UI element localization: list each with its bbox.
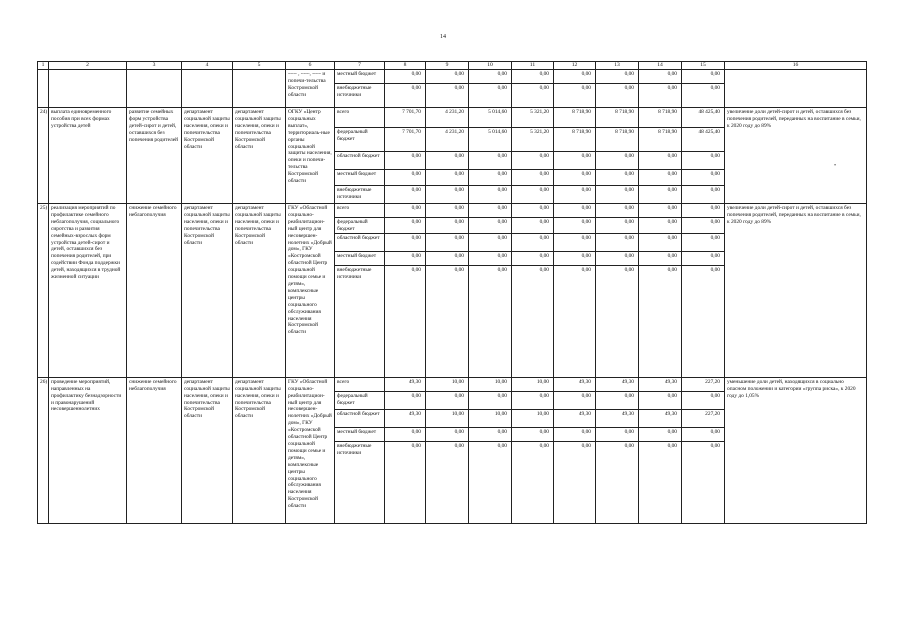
funding-source-cell: всего: [335, 204, 385, 218]
amount-cell: 0,00: [682, 70, 725, 84]
scan-mark: •: [834, 163, 837, 169]
amount-cell: 0,00: [554, 265, 596, 377]
empty-cell: [182, 70, 233, 108]
amount-cell: 0,00: [639, 441, 682, 523]
amount-cell: 0,00: [512, 204, 554, 218]
amount-cell: 227,20: [682, 409, 725, 427]
funding-source-cell: местный бюджет: [335, 427, 385, 441]
funding-source-cell: местный бюджет: [335, 170, 385, 186]
funding-source-cell: всего: [335, 377, 385, 391]
funding-source-cell: местный бюджет: [335, 70, 385, 84]
amount-cell: 0,00: [426, 441, 469, 523]
amount-cell: 0,00: [469, 84, 512, 108]
amount-cell: 8 718,90: [639, 108, 682, 128]
column-number: 4: [182, 62, 233, 70]
continuation-row: [38, 70, 867, 84]
amount-cell: 0,00: [469, 170, 512, 186]
amount-cell: 0,00: [639, 391, 682, 409]
amount-cell: 0,00: [469, 251, 512, 265]
amount-cell: 0,00: [426, 204, 469, 218]
funding-source-cell: областной бюджет: [335, 233, 385, 251]
executor-cell: ~~~ , ~~~, ~~~ и попечи-тельства Костромской области: [286, 70, 335, 108]
amount-cell: 0,00: [385, 441, 426, 523]
amount-cell: 0,00: [682, 218, 725, 234]
amount-cell: 0,00: [682, 251, 725, 265]
amount-cell: 0,00: [426, 427, 469, 441]
amount-cell: 0,00: [596, 218, 639, 234]
amount-cell: 0,00: [554, 218, 596, 234]
amount-cell: 0,00: [639, 204, 682, 218]
amount-cell: 0,00: [682, 427, 725, 441]
column-number: 5: [233, 62, 286, 70]
amount-cell: 5 014,60: [469, 108, 512, 128]
amount-cell: 49,30: [554, 409, 596, 427]
amount-cell: 0,00: [682, 391, 725, 409]
amount-cell: 0,00: [554, 251, 596, 265]
measure-row: [38, 108, 867, 128]
empty-cell: [233, 70, 286, 108]
measure-name: выплата единовременного пособия при всех формах устройства детей: [49, 108, 127, 204]
column-number: 14: [639, 62, 682, 70]
funding-source-cell: областной бюджет: [335, 409, 385, 427]
funding-source-cell: федеральный бюджет: [335, 391, 385, 409]
amount-cell: 0,00: [682, 84, 725, 108]
column-number: 3: [127, 62, 182, 70]
amount-cell: 0,00: [639, 265, 682, 377]
amount-cell: 0,00: [682, 186, 725, 204]
amount-cell: 0,00: [426, 265, 469, 377]
amount-cell: 5 321,20: [512, 128, 554, 152]
amount-cell: 0,00: [682, 233, 725, 251]
amount-cell: 10,00: [512, 377, 554, 391]
executor-cell: ОГКУ «Центр социальных выплат», территориаль-ные органы социальной защиты населения, опеки и попечи-тельства Костромской области: [286, 108, 335, 204]
measure-row: [38, 204, 867, 218]
coordinator-cell: департамент социальной защиты населения, опеки и попечительства Костромской области: [182, 377, 233, 523]
column-number: 1: [38, 62, 49, 70]
amount-cell: 0,00: [385, 251, 426, 265]
amount-cell: 49,30: [385, 377, 426, 391]
amount-cell: 7 701,70: [385, 128, 426, 152]
amount-cell: 49,30: [639, 409, 682, 427]
amount-cell: 0,00: [426, 233, 469, 251]
amount-cell: 0,00: [512, 427, 554, 441]
amount-cell: 0,00: [554, 204, 596, 218]
column-number: 12: [554, 62, 596, 70]
amount-cell: 0,00: [512, 265, 554, 377]
amount-cell: 0,00: [512, 251, 554, 265]
funding-source-cell: внебюджетные источники: [335, 186, 385, 204]
amount-cell: 0,00: [385, 186, 426, 204]
amount-cell: 0,00: [682, 152, 725, 170]
amount-cell: 0,00: [426, 186, 469, 204]
amount-cell: 0,00: [596, 170, 639, 186]
amount-cell: 0,00: [596, 265, 639, 377]
amount-cell: 49,30: [596, 409, 639, 427]
measure-direction: снижение семейного неблагополучия: [127, 204, 182, 378]
amount-cell: 0,00: [682, 170, 725, 186]
coordinator-cell: департамент социальной защиты населения, опеки и попечительства Костромской области: [182, 204, 233, 378]
amount-cell: 5 014,60: [469, 128, 512, 152]
amount-cell: 10,00: [426, 377, 469, 391]
column-number: 13: [596, 62, 639, 70]
amount-cell: 48 425,40: [682, 108, 725, 128]
amount-cell: 0,00: [385, 170, 426, 186]
amount-cell: 0,00: [554, 152, 596, 170]
amount-cell: 8 718,90: [596, 128, 639, 152]
amount-cell: 0,00: [385, 265, 426, 377]
amount-cell: 0,00: [469, 391, 512, 409]
amount-cell: 0,00: [639, 427, 682, 441]
amount-cell: 0,00: [512, 186, 554, 204]
amount-cell: 0,00: [639, 186, 682, 204]
amount-cell: 49,30: [385, 409, 426, 427]
amount-cell: 0,00: [385, 427, 426, 441]
column-number: 9: [426, 62, 469, 70]
amount-cell: 0,00: [682, 265, 725, 377]
amount-cell: 10,00: [469, 409, 512, 427]
amount-cell: 0,00: [512, 441, 554, 523]
amount-cell: 0,00: [469, 427, 512, 441]
amount-cell: 227,20: [682, 377, 725, 391]
amount-cell: 0,00: [469, 152, 512, 170]
amount-cell: 8 718,90: [639, 128, 682, 152]
amount-cell: 0,00: [682, 441, 725, 523]
funding-source-cell: всего: [335, 108, 385, 128]
amount-cell: 0,00: [385, 233, 426, 251]
amount-cell: 0,00: [554, 186, 596, 204]
amount-cell: 0,00: [596, 251, 639, 265]
amount-cell: 48 425,40: [682, 128, 725, 152]
measure-number: 25): [38, 204, 49, 378]
measure-number: 24): [38, 108, 49, 204]
amount-cell: 49,30: [639, 377, 682, 391]
amount-cell: 8 718,90: [596, 108, 639, 128]
amount-cell: 0,00: [426, 391, 469, 409]
amount-cell: 4 231,20: [426, 128, 469, 152]
amount-cell: 0,00: [385, 70, 426, 84]
amount-cell: 8 718,90: [554, 128, 596, 152]
amount-cell: 0,00: [554, 441, 596, 523]
amount-cell: 7 701,70: [385, 108, 426, 128]
measure-number: 26): [38, 377, 49, 523]
amount-cell: 0,00: [469, 441, 512, 523]
measure-direction: снижение семейного неблагополучия: [127, 377, 182, 523]
coordinator-cell: департамент социальной защиты населения, опеки и попечительства Костромской области: [182, 108, 233, 204]
amount-cell: 0,00: [512, 70, 554, 84]
amount-cell: 0,00: [512, 152, 554, 170]
amount-cell: 0,00: [596, 427, 639, 441]
amount-cell: 0,00: [385, 391, 426, 409]
amount-cell: 0,00: [554, 233, 596, 251]
responsible-cell: департамент социальной защиты населения, опеки и попечительства Костромской области: [233, 377, 286, 523]
amount-cell: 5 321,20: [512, 108, 554, 128]
amount-cell: 0,00: [385, 204, 426, 218]
amount-cell: 0,00: [426, 84, 469, 108]
column-number: 7: [335, 62, 385, 70]
empty-cell: [38, 70, 49, 108]
amount-cell: 0,00: [426, 218, 469, 234]
measure-name: проведение мероприятий, направленных на профилактику безнадзорности и правонарушений несовершеннолетних: [49, 377, 127, 523]
measure-direction: развитие семейных форм устройства детей-сирот и детей, оставшихся без попечения родителей: [127, 108, 182, 204]
amount-cell: 0,00: [596, 441, 639, 523]
result-cell: [725, 70, 867, 108]
column-number: 16: [725, 62, 867, 70]
amount-cell: 0,00: [596, 152, 639, 170]
funding-source-cell: внебюджетные источники: [335, 84, 385, 108]
funding-source-cell: федеральный бюджет: [335, 218, 385, 234]
amount-cell: 0,00: [639, 170, 682, 186]
amount-cell: 8 718,90: [554, 108, 596, 128]
amount-cell: 0,00: [385, 84, 426, 108]
funding-source-cell: внебюджетные источники: [335, 441, 385, 523]
column-number-row: [38, 62, 867, 70]
executor-cell: ГКУ «Областной социально-реабилитацион-ный центр для несовершен-нолетних «Добрый дом», ГКУ «Костромской областной Центр социальной помощи семье и детям», комплексные центры социального обслуживания населения Костромской области: [286, 377, 335, 523]
empty-cell: [49, 70, 127, 108]
amount-cell: 0,00: [596, 204, 639, 218]
amount-cell: 0,00: [596, 84, 639, 108]
amount-cell: 0,00: [512, 233, 554, 251]
expected-result-cell: увеличение доли детей-сирот и детей, оставшихся без попечения родителей, переданных на воспитание в семьи, к 2020 году до 89%: [725, 204, 867, 378]
funding-source-cell: федеральный бюджет: [335, 128, 385, 152]
activities-table: [37, 61, 867, 524]
column-number: 15: [682, 62, 725, 70]
amount-cell: 0,00: [596, 70, 639, 84]
measure-name: реализация мероприятий по профилактике семейного неблагополучия, социального сиротства и развития семейных-взрослых форм устройства детей-сирот и детей, оставшихся без попечения родителей, при содействии Фонда поддержки детей, находящихся в трудной жизненной ситуации: [49, 204, 127, 378]
funding-source-cell: областной бюджет: [335, 152, 385, 170]
program-activities-table-sheet: [37, 61, 861, 621]
amount-cell: 0,00: [426, 251, 469, 265]
empty-cell: [127, 70, 182, 108]
amount-cell: 0,00: [469, 265, 512, 377]
amount-cell: 0,00: [512, 218, 554, 234]
amount-cell: 49,30: [596, 377, 639, 391]
amount-cell: 0,00: [554, 170, 596, 186]
amount-cell: 0,00: [639, 233, 682, 251]
amount-cell: 4 231,20: [426, 108, 469, 128]
amount-cell: 0,00: [639, 251, 682, 265]
amount-cell: 0,00: [469, 70, 512, 84]
funding-source-cell: внебюджетные источники: [335, 265, 385, 377]
amount-cell: 0,00: [385, 218, 426, 234]
column-number: 6: [286, 62, 335, 70]
column-number: 8: [385, 62, 426, 70]
amount-cell: 0,00: [554, 84, 596, 108]
amount-cell: 0,00: [639, 152, 682, 170]
amount-cell: 49,30: [554, 377, 596, 391]
amount-cell: 0,00: [426, 70, 469, 84]
amount-cell: 0,00: [596, 233, 639, 251]
amount-cell: 0,00: [469, 186, 512, 204]
amount-cell: 0,00: [596, 186, 639, 204]
column-number: 10: [469, 62, 512, 70]
expected-result-cell: увеличение доли детей-сирот и детей, оставшихся без попечения родителей, переданных на воспитание в семьи, к 2020 году до 89%: [725, 108, 867, 204]
amount-cell: 10,00: [469, 377, 512, 391]
measure-row: [38, 377, 867, 391]
amount-cell: 0,00: [596, 391, 639, 409]
amount-cell: 0,00: [426, 152, 469, 170]
executor-cell: ГКУ «Областной социально-реабилитацион-ный центр для несовершен-нолетних «Добрый дом», ГКУ «Костромской областной Центр социальной помощи семье и детям», комплексные центры социального обслуживания населения Костромской области: [286, 204, 335, 378]
amount-cell: 0,00: [639, 70, 682, 84]
amount-cell: 0,00: [512, 84, 554, 108]
amount-cell: 0,00: [682, 204, 725, 218]
page-number: 14: [440, 34, 446, 40]
amount-cell: 0,00: [512, 391, 554, 409]
funding-source-cell: местный бюджет: [335, 251, 385, 265]
amount-cell: 0,00: [426, 170, 469, 186]
responsible-cell: департамент социальной защиты населения, опеки и попечительства Костромской области: [233, 204, 286, 378]
amount-cell: 10,00: [512, 409, 554, 427]
amount-cell: 0,00: [554, 427, 596, 441]
amount-cell: 10,00: [426, 409, 469, 427]
amount-cell: 0,00: [554, 70, 596, 84]
responsible-cell: департамент социальной защиты населения, опеки и попечительства Костромской области: [233, 108, 286, 204]
expected-result-cell: уменьшение доли детей, находящихся в социально опасном положении и категории «группа риска», к 2020 году до 1,05%: [725, 377, 867, 523]
amount-cell: 0,00: [639, 84, 682, 108]
amount-cell: 0,00: [554, 391, 596, 409]
amount-cell: 0,00: [512, 170, 554, 186]
amount-cell: 0,00: [639, 218, 682, 234]
column-number: 2: [49, 62, 127, 70]
amount-cell: 0,00: [469, 233, 512, 251]
column-number: 11: [512, 62, 554, 70]
amount-cell: 0,00: [469, 204, 512, 218]
amount-cell: 0,00: [469, 218, 512, 234]
amount-cell: 0,00: [385, 152, 426, 170]
